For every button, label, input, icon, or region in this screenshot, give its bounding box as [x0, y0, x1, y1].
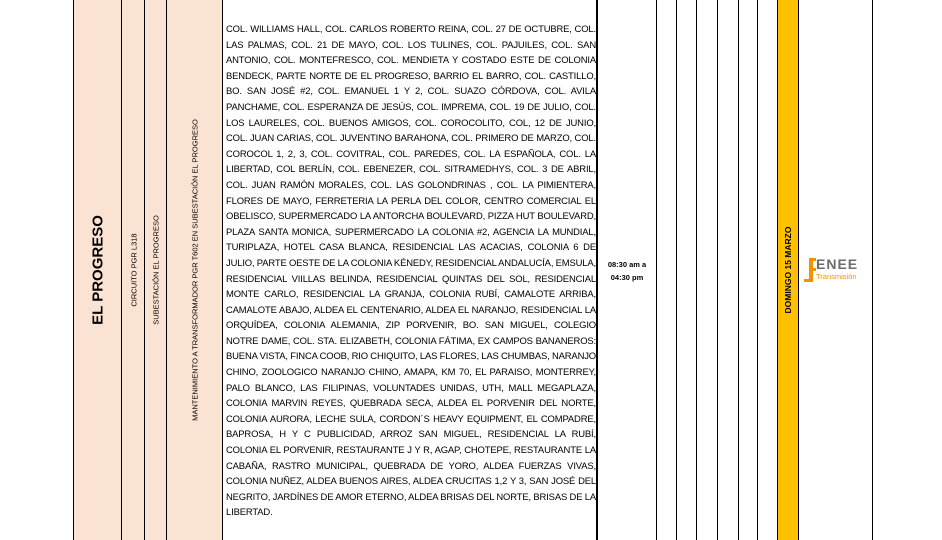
- zona-cell: [74, 0, 122, 540]
- subestacion-label: SUBESTACIÓN EL PROGRESO: [151, 215, 161, 325]
- grid-line: [757, 0, 758, 540]
- fecha-cell: [778, 0, 798, 540]
- trabajo-cell: [167, 0, 223, 540]
- grid-line: [717, 0, 718, 540]
- horario-cell: [597, 0, 657, 540]
- enee-mark-icon: [804, 258, 816, 282]
- grid-line: [696, 0, 697, 540]
- grid-line: [872, 0, 873, 540]
- sectores-cell: [223, 0, 597, 540]
- grid-line: [676, 0, 677, 540]
- grid-line: [73, 0, 74, 540]
- trabajo-label: MANTENIMIENTO A TRANSFORMADOR PGR T602 EN SUBESTACIÓN EL PROGRESO: [190, 119, 200, 421]
- enee-brand: ENEE: [816, 256, 859, 272]
- grid-line: [121, 0, 122, 540]
- grid-line: [798, 0, 799, 540]
- fecha-label: DOMINGO 15 MARZO: [783, 226, 793, 314]
- grid-line: [144, 0, 145, 540]
- grid-line: [596, 0, 598, 540]
- grid-line: [166, 0, 167, 540]
- grid-line: [656, 0, 657, 540]
- sectores-text: COL. WILLIAMS HALL, COL. CARLOS ROBERTO REINA, COL. 27 DE OCTUBRE, COL. LAS PALMAS, COL. 21 DE MAYO, COL. LOS TULINES, COL. PAJUILES, COL. SAN ANTONIO, COL. MONTEFRESCO, COL. MENDIETA Y COSTADO ESTE DE COLONIA BENDECK, PARTE NORTE DE EL PROGRESO, BARRIO EL BARRO, COL. CASTILLO, BO. SAN JOSÉ #2, COL. EMANUEL 1 Y 2, COL. SUAZO CÓRDOVA, COL. AVILA PANCHAME, COL. ESPERANZA DE JESÚS, COL. IMPREMA, COL. 19 DE JULIO, COL. LOS LAURELES, COL. BUENOS AMIGOS, COL. COROCOLITO, COL, 12 DE JUNIO, COL. JUAN CARIAS, COL. JUVENTINO BARAHONA, COL. PRIMERO DE MARZO, COL. COROCOL 1, 2, 3, COL. COVITRAL, COL. PAREDES, COL. LA ESPAÑOLA, COL. LA LIBERTAD, COL BERLÍN, COL. EBENEZER, COL. SITRAMEDHYS, COL. 3 DE ABRIL, COL. JUAN RAMÓN MORALES, COL. LAS GOLONDRINAS , COL. LA PIMIENTERA, FLORES DE MAYO, FERRETERIA LA PERLA DEL COLOR, CENTRO COMERCIAL EL OBELISCO, SUPERMERCADO LA ANTORCHA BOULEVARD, PIZZA HUT BOULEVARD, PLAZA SANTA MONICA, SUPERMERCADO LA COLONIA #2, AGENCIA LA MUNDIAL, TURIPLAZA, HOTEL CASA BLANCA, RESIDENCIAL LAS ACACIAS, COLONIA 6 DE JULIO, PARTE OESTE DE LA COLONIA KÉNEDY, RESIDENCIAL ANDALUCÍA, EMSULA, RESIDENCIAL VIILLAS BELINDA, RESIDENCIAL QUINTAS DEL SOL, RESIDENCIAL MONTE CARLO, RESIDENCIAL LA GRANJA, COLONIA RUBÍ, CAMALOTE ARRIBA, CAMALOTE ABAJO, ALDEA EL CENTENARIO, ALDEA EL NARANJO, RESIDENCIAL LA ORQUÍDEA, COLONIA ALEMANIA, ZIP PORVENIR, BO. SAN MIGUEL, COLEGIO NOTRE DAME, COL. STA. ELIZABETH, COLONIA FÁTIMA, EX CAMPOS BANANEROS: BUENA VISTA, FINCA COOB, RIO CHIQUITO, LAS FLORES, LAS CHUMBAS, NARANJO CHINO, ZOOLOGICO NARANJO CHINO, AMAPA, KM 70, EL PARAISO, MONTERREY, PALO BLANCO, LAS FILIPINAS, VOLUNTADES UNIDAS, UTH, MALL MEGAPLAZA, COLONIA MARVIN REYES, QUEBRADA SECA, ALDEA EL PORVENIR DEL NORTE, COLONIA AURORA, LECHE SULA, CORDON´S HEAVY EQUIPMENT, EL COMPADRE, BAPROSA, H Y C PUBLICIDAD, ARROZ SAN MIGUEL, RESIDENCIAL LA RUBÍ, COLONIA EL PORVENIR, RESTAURANTE J Y R, AGAP, CHOTEPE, RESTAURANTE LA CABAÑA, RASTRO MUNICIPAL, QUEBRADA DE YORO, ALDEA FUERZAS VIVAS, COLONIA NUÑEZ, ALDEA BUENOS AIRES, ALDEA CRUCITAS 1,2 Y 3, SAN JOSÉ DEL NEGRITO, JARDÍNES DE AMOR ETERNO, ALDEA BRISAS DEL NORTE, BRISAS DE LA LIBERTAD.: [226, 24, 596, 519]
- enee-sub: Transmisión: [816, 272, 857, 281]
- horario-fin: 04:30 pm: [610, 273, 644, 282]
- circuito-cell: [122, 0, 145, 540]
- grid-line: [222, 0, 223, 540]
- enee-logo: [804, 256, 870, 284]
- subestacion-cell: [145, 0, 167, 540]
- grid-line: [777, 0, 778, 540]
- grid-line: [738, 0, 739, 540]
- zona-label: EL PROGRESO: [89, 215, 107, 325]
- circuito-label: CIRCUITO PGR L318: [129, 233, 138, 307]
- horario-inicio: 08:30 am a: [607, 260, 647, 269]
